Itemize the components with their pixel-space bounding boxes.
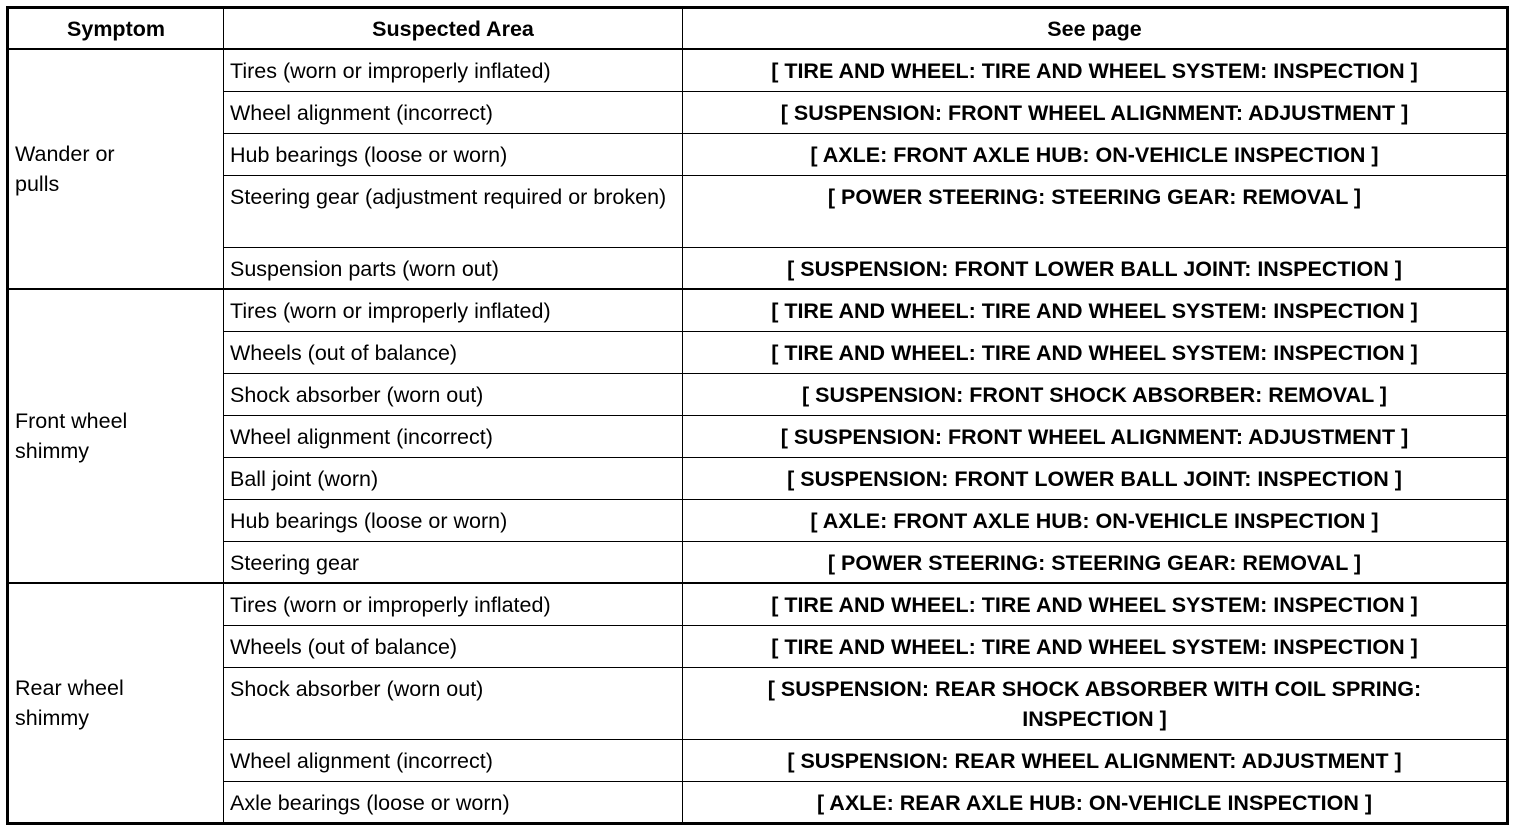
suspected-area-cell: Hub bearings (loose or worn) <box>224 133 683 175</box>
suspected-area-cell: Tires (worn or improperly inflated) <box>224 583 683 625</box>
table-row <box>8 625 1508 667</box>
suspected-area-cell: Suspension parts (worn out) <box>224 247 683 289</box>
table-row <box>8 331 1508 373</box>
see-page-link[interactable]: [ POWER STEERING: STEERING GEAR: REMOVAL ] <box>683 541 1508 583</box>
table-body <box>8 49 1508 823</box>
header-row <box>8 8 1508 50</box>
table-row <box>8 415 1508 457</box>
table-row <box>8 289 1508 331</box>
table-row <box>8 781 1508 823</box>
table-row <box>8 739 1508 781</box>
suspected-area-cell: Tires (worn or improperly inflated) <box>224 49 683 91</box>
suspected-area-cell: Tires (worn or improperly inflated) <box>224 289 683 331</box>
suspected-area-cell: Shock absorber (worn out) <box>224 667 683 739</box>
header-suspected-area: Suspected Area <box>224 8 683 50</box>
suspected-area-cell: Ball joint (worn) <box>224 457 683 499</box>
see-page-link[interactable]: [ POWER STEERING: STEERING GEAR: REMOVAL ] <box>683 175 1508 247</box>
table-row <box>8 133 1508 175</box>
suspected-area-cell: Wheel alignment (incorrect) <box>224 91 683 133</box>
suspected-area-cell: Axle bearings (loose or worn) <box>224 781 683 823</box>
table-row <box>8 457 1508 499</box>
table-row <box>8 541 1508 583</box>
symptom-cell: Wander or pulls <box>8 49 224 289</box>
table-row <box>8 247 1508 289</box>
suspected-area-cell: Wheel alignment (incorrect) <box>224 415 683 457</box>
see-page-link[interactable]: [ SUSPENSION: REAR WHEEL ALIGNMENT: ADJUSTMENT ] <box>683 739 1508 781</box>
table-row <box>8 373 1508 415</box>
see-page-link[interactable]: [ SUSPENSION: FRONT SHOCK ABSORBER: REMOVAL ] <box>683 373 1508 415</box>
see-page-link[interactable]: [ AXLE: FRONT AXLE HUB: ON-VEHICLE INSPECTION ] <box>683 499 1508 541</box>
suspected-area-cell: Wheel alignment (incorrect) <box>224 739 683 781</box>
table-row <box>8 91 1508 133</box>
table-row <box>8 499 1508 541</box>
see-page-link[interactable]: [ SUSPENSION: FRONT WHEEL ALIGNMENT: ADJUSTMENT ] <box>683 91 1508 133</box>
see-page-link[interactable]: [ SUSPENSION: FRONT LOWER BALL JOINT: INSPECTION ] <box>683 457 1508 499</box>
table-row <box>8 667 1508 739</box>
see-page-link[interactable]: [ TIRE AND WHEEL: TIRE AND WHEEL SYSTEM: INSPECTION ] <box>683 331 1508 373</box>
table-row <box>8 49 1508 91</box>
header-see-page: See page <box>683 8 1508 50</box>
see-page-link[interactable]: [ AXLE: REAR AXLE HUB: ON-VEHICLE INSPECTION ] <box>683 781 1508 823</box>
symptom-table <box>6 6 1509 825</box>
see-page-link[interactable]: [ TIRE AND WHEEL: TIRE AND WHEEL SYSTEM: INSPECTION ] <box>683 583 1508 625</box>
suspected-area-cell: Steering gear (adjustment required or broken) <box>224 175 683 247</box>
suspected-area-cell: Wheels (out of balance) <box>224 331 683 373</box>
suspected-area-cell: Hub bearings (loose or worn) <box>224 499 683 541</box>
see-page-link[interactable]: [ SUSPENSION: REAR SHOCK ABSORBER WITH COIL SPRING: INSPECTION ] <box>683 667 1508 739</box>
see-page-link[interactable]: [ SUSPENSION: FRONT LOWER BALL JOINT: INSPECTION ] <box>683 247 1508 289</box>
suspected-area-cell: Steering gear <box>224 541 683 583</box>
header-symptom: Symptom <box>8 8 224 50</box>
table-row <box>8 175 1508 247</box>
symptom-cell: Rear wheel shimmy <box>8 583 224 823</box>
see-page-link[interactable]: [ TIRE AND WHEEL: TIRE AND WHEEL SYSTEM: INSPECTION ] <box>683 289 1508 331</box>
see-page-link[interactable]: [ TIRE AND WHEEL: TIRE AND WHEEL SYSTEM: INSPECTION ] <box>683 625 1508 667</box>
see-page-link[interactable]: [ AXLE: FRONT AXLE HUB: ON-VEHICLE INSPECTION ] <box>683 133 1508 175</box>
see-page-link[interactable]: [ SUSPENSION: FRONT WHEEL ALIGNMENT: ADJUSTMENT ] <box>683 415 1508 457</box>
suspected-area-cell: Shock absorber (worn out) <box>224 373 683 415</box>
table-row <box>8 583 1508 625</box>
symptom-cell: Front wheel shimmy <box>8 289 224 583</box>
see-page-link[interactable]: [ TIRE AND WHEEL: TIRE AND WHEEL SYSTEM: INSPECTION ] <box>683 49 1508 91</box>
suspected-area-cell: Wheels (out of balance) <box>224 625 683 667</box>
